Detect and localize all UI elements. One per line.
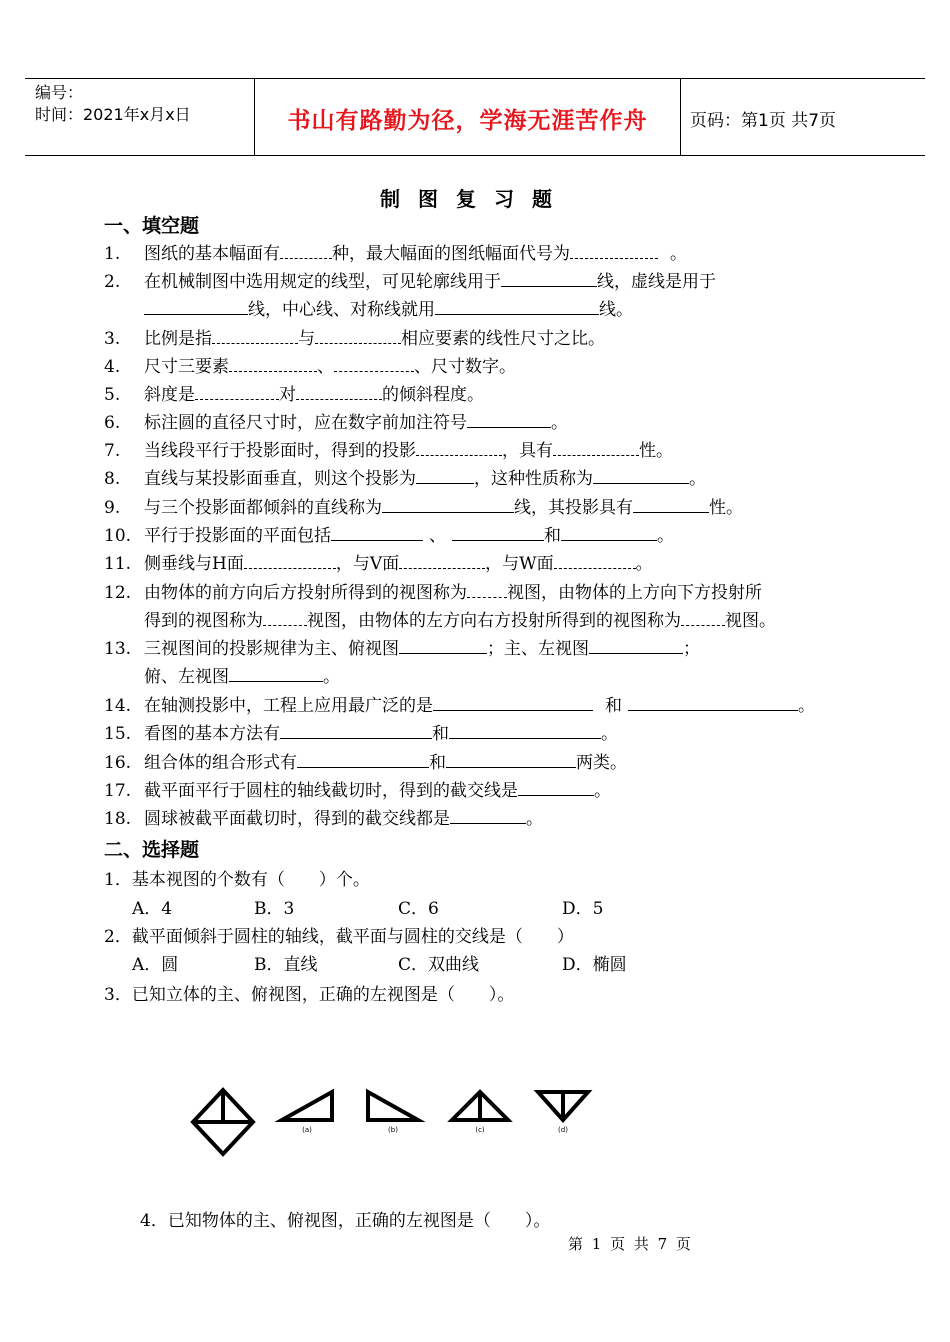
question-number: 2. [104, 272, 121, 292]
question-2 [104, 268, 716, 296]
mc-option[interactable]: D．椭圆 [562, 955, 627, 975]
question-number: 12. [104, 583, 132, 603]
question-text: 。 [594, 781, 611, 801]
question-number: 16. [104, 753, 132, 773]
answer-blank[interactable] [467, 409, 551, 428]
question-text: 。 [551, 413, 568, 433]
question-3 [104, 325, 605, 353]
question-text: 性。 [639, 441, 673, 461]
answer-blank[interactable] [553, 437, 639, 456]
time-label: 时间：2021年x月x日 [35, 105, 191, 124]
question-3-figure [180, 1082, 600, 1162]
answer-blank[interactable] [561, 522, 657, 541]
question-text: 。 [670, 244, 687, 264]
question-text: 截平面平行于圆柱的轴线截切时，得到的截交线是 [144, 781, 518, 801]
question-text: 圆球被截平面截切时，得到的截交线都是 [144, 809, 450, 829]
section-heading-fill-in: 一、填空题 [104, 215, 200, 237]
document-header [25, 78, 925, 156]
question-text: ，这种性质称为 [474, 469, 593, 489]
answer-blank[interactable] [570, 240, 658, 259]
answer-blank[interactable] [315, 325, 401, 344]
mc-option[interactable]: B．3 [254, 899, 295, 919]
option-c-label: (c) [475, 1126, 485, 1134]
question-14 [104, 692, 815, 720]
option-b-drawing[interactable] [368, 1092, 418, 1120]
answer-blank[interactable] [589, 635, 683, 654]
question-text: 直线与某投影面垂直，则这个投影为 [144, 469, 416, 489]
question-text: 与 [298, 329, 315, 349]
answer-blank[interactable] [195, 381, 279, 400]
question-number: 7. [104, 441, 121, 461]
answer-blank[interactable] [297, 749, 429, 768]
question-text: 组合体的组合形式有 [144, 753, 297, 773]
question-text: 。 [657, 526, 674, 546]
answer-blank[interactable] [399, 635, 487, 654]
mc-option[interactable]: C．6 [398, 899, 439, 919]
answer-blank[interactable] [449, 720, 601, 739]
answer-blank[interactable] [382, 494, 514, 513]
answer-blank[interactable] [554, 550, 636, 569]
answer-blank[interactable] [501, 268, 597, 287]
answer-blank[interactable] [467, 579, 507, 598]
mc-option[interactable]: A．4 [132, 899, 173, 919]
question-number: 5. [104, 385, 121, 405]
answer-blank[interactable] [416, 465, 474, 484]
question-12 [104, 579, 762, 607]
question-number: 14. [104, 696, 132, 716]
given-views-drawing [193, 1090, 253, 1154]
question-12-cont [144, 607, 776, 635]
question-text: 在轴测投影中，工程上应用最广泛的是 [144, 696, 433, 716]
question-text: 由物体的前方向后方投射所得到的视图称为 [144, 583, 467, 603]
question-text: ，具有 [502, 441, 553, 461]
question-text: 。 [526, 809, 543, 829]
option-d-label: (d) [558, 1126, 568, 1134]
question-text: 比例是指 [144, 329, 212, 349]
question-text: 线，中心线、对称线就用 [248, 300, 435, 320]
question-text: ； [683, 639, 700, 659]
page-title: 制图复习题 [380, 187, 570, 211]
question-5 [104, 381, 484, 409]
header-motto: 书山有路勤为径，学海无涯苦作舟 [287, 108, 648, 134]
question-18 [104, 805, 543, 833]
answer-blank[interactable] [681, 607, 725, 626]
question-number: 10. [104, 526, 132, 546]
answer-blank[interactable] [399, 550, 485, 569]
answer-blank[interactable] [144, 296, 248, 315]
answer-blank[interactable] [212, 325, 298, 344]
question-number: 13. [104, 639, 132, 659]
header-bottom-rule [25, 155, 925, 156]
question-text: 图纸的基本幅面有 [144, 244, 280, 264]
question-text: 性。 [709, 498, 743, 518]
question-text: 标注圆的直径尺寸时，应在数字前加注符号 [144, 413, 467, 433]
question-number: 18. [104, 809, 132, 829]
question-text: 线。 [599, 300, 633, 320]
question-text: 、 [317, 357, 334, 377]
question-text: 、尺寸数字。 [414, 357, 516, 377]
question-17 [104, 777, 611, 805]
answer-blank[interactable] [229, 663, 323, 682]
question-text: ，与W面 [485, 554, 554, 574]
question-text: 平行于投影面的平面包括 [144, 526, 331, 546]
option-a-drawing[interactable] [282, 1092, 332, 1120]
question-text: 和 [432, 724, 449, 744]
answer-blank[interactable] [450, 805, 526, 824]
answer-blank[interactable] [518, 777, 594, 796]
question-11 [104, 550, 653, 578]
question-text: 和 [544, 526, 561, 546]
question-number: 1. [104, 244, 121, 264]
question-number: 3. [104, 329, 121, 349]
answer-blank[interactable] [280, 240, 332, 259]
option-c-drawing[interactable] [452, 1092, 508, 1120]
question-text: 尺寸三要素 [144, 357, 229, 377]
page-footer: 第 1 页 共 7 页 [568, 1235, 693, 1253]
question-text: 对 [279, 385, 296, 405]
mc-question-1: 1．基本视图的个数有（ ）个。 [104, 870, 370, 890]
question-text: 种，最大幅面的图纸幅面代号为 [332, 244, 570, 264]
question-text: 。 [635, 554, 653, 574]
question-text: 看图的基本方法有 [144, 724, 280, 744]
question-text: 线，其投影具有 [514, 498, 633, 518]
answer-blank[interactable] [435, 296, 599, 315]
question-13-cont [144, 663, 340, 691]
question-text: 当线段平行于投影面时，得到的投影 [144, 441, 416, 461]
question-text: ，与V面 [335, 554, 400, 574]
answer-blank[interactable] [334, 353, 414, 372]
section-heading-multiple-choice: 二、选择题 [104, 839, 200, 861]
question-number: 9. [104, 498, 121, 518]
question-text: 和 [605, 696, 622, 716]
mc-question-4: 4．已知物体的主、俯视图，正确的左视图是（ ）。 [140, 1211, 551, 1231]
question-text: 、 [429, 526, 446, 546]
question-1 [104, 240, 687, 268]
mc-option[interactable]: C．双曲线 [398, 955, 480, 975]
header-divider [680, 78, 681, 156]
question-9 [104, 494, 743, 522]
answer-blank[interactable] [628, 692, 798, 711]
answer-blank[interactable] [244, 550, 336, 569]
question-number: 4. [104, 357, 121, 377]
mc-option[interactable]: B．直线 [254, 955, 318, 975]
answer-blank[interactable] [446, 749, 576, 768]
answer-blank[interactable] [633, 494, 709, 513]
mc-question-2: 2．截平面倾斜于圆柱的轴线，截平面与圆柱的交线是（ ） [104, 927, 574, 947]
question-text: 的倾斜程度。 [382, 385, 484, 405]
answer-blank[interactable] [229, 353, 317, 372]
question-number: 11. [104, 554, 132, 574]
question-text: 三视图间的投影规律为主、俯视图 [144, 639, 399, 659]
question-text: 。 [798, 696, 815, 716]
question-text: 在机械制图中选用规定的线型，可见轮廓线用于 [144, 272, 501, 292]
question-text: 与三个投影面都倾斜的直线称为 [144, 498, 382, 518]
header-meta [35, 82, 191, 126]
question-10 [104, 522, 674, 550]
question-15 [104, 720, 618, 748]
question-text: 视图，由物体的左方向右方投射所得到的视图称为 [307, 611, 681, 631]
question-number: 15. [104, 724, 132, 744]
question-text: 俯、左视图 [144, 667, 229, 687]
question-text: 斜度是 [144, 385, 195, 405]
answer-blank[interactable] [280, 720, 432, 739]
question-text: 。 [601, 724, 618, 744]
option-d-drawing[interactable] [538, 1092, 588, 1120]
header-page-info: 页码：第1页 共7页 [690, 111, 837, 131]
mc-option[interactable]: D．5 [562, 899, 604, 919]
question-13 [104, 635, 700, 663]
question-number: 17. [104, 781, 132, 801]
question-number: 8. [104, 469, 121, 489]
question-text: 。 [323, 667, 340, 687]
question-2-cont [144, 296, 633, 324]
question-6 [104, 409, 568, 437]
question-4 [104, 353, 516, 381]
question-text: 线，虚线是用于 [597, 272, 716, 292]
question-text: 和 [429, 753, 446, 773]
question-16 [104, 749, 627, 777]
answer-blank[interactable] [263, 607, 307, 626]
option-a-label: (a) [302, 1126, 312, 1134]
answer-blank[interactable] [452, 522, 544, 541]
code-label: 编号： [35, 83, 84, 102]
question-text: 视图。 [725, 611, 776, 631]
answer-blank[interactable] [433, 692, 593, 711]
question-8 [104, 465, 706, 493]
question-text: 相应要素的线性尺寸之比。 [401, 329, 605, 349]
header-top-rule [25, 78, 925, 79]
answer-blank[interactable] [331, 522, 423, 541]
question-text: 得到的视图称为 [144, 611, 263, 631]
question-text: 视图，由物体的上方向下方投射所 [507, 583, 762, 603]
option-b-label: (b) [388, 1126, 398, 1134]
answer-blank[interactable] [416, 437, 502, 456]
answer-blank[interactable] [296, 381, 382, 400]
question-text: ；主、左视图 [487, 639, 589, 659]
mc-question-3: 3．已知立体的主、俯视图，正确的左视图是（ ）。 [104, 985, 515, 1005]
question-text: 侧垂线与H面 [144, 554, 244, 574]
question-number: 6. [104, 413, 121, 433]
mc-option[interactable]: A．圆 [132, 955, 179, 975]
answer-blank[interactable] [593, 465, 689, 484]
question-text: 。 [689, 469, 706, 489]
question-text: 两类。 [576, 753, 627, 773]
question-7 [104, 437, 673, 465]
